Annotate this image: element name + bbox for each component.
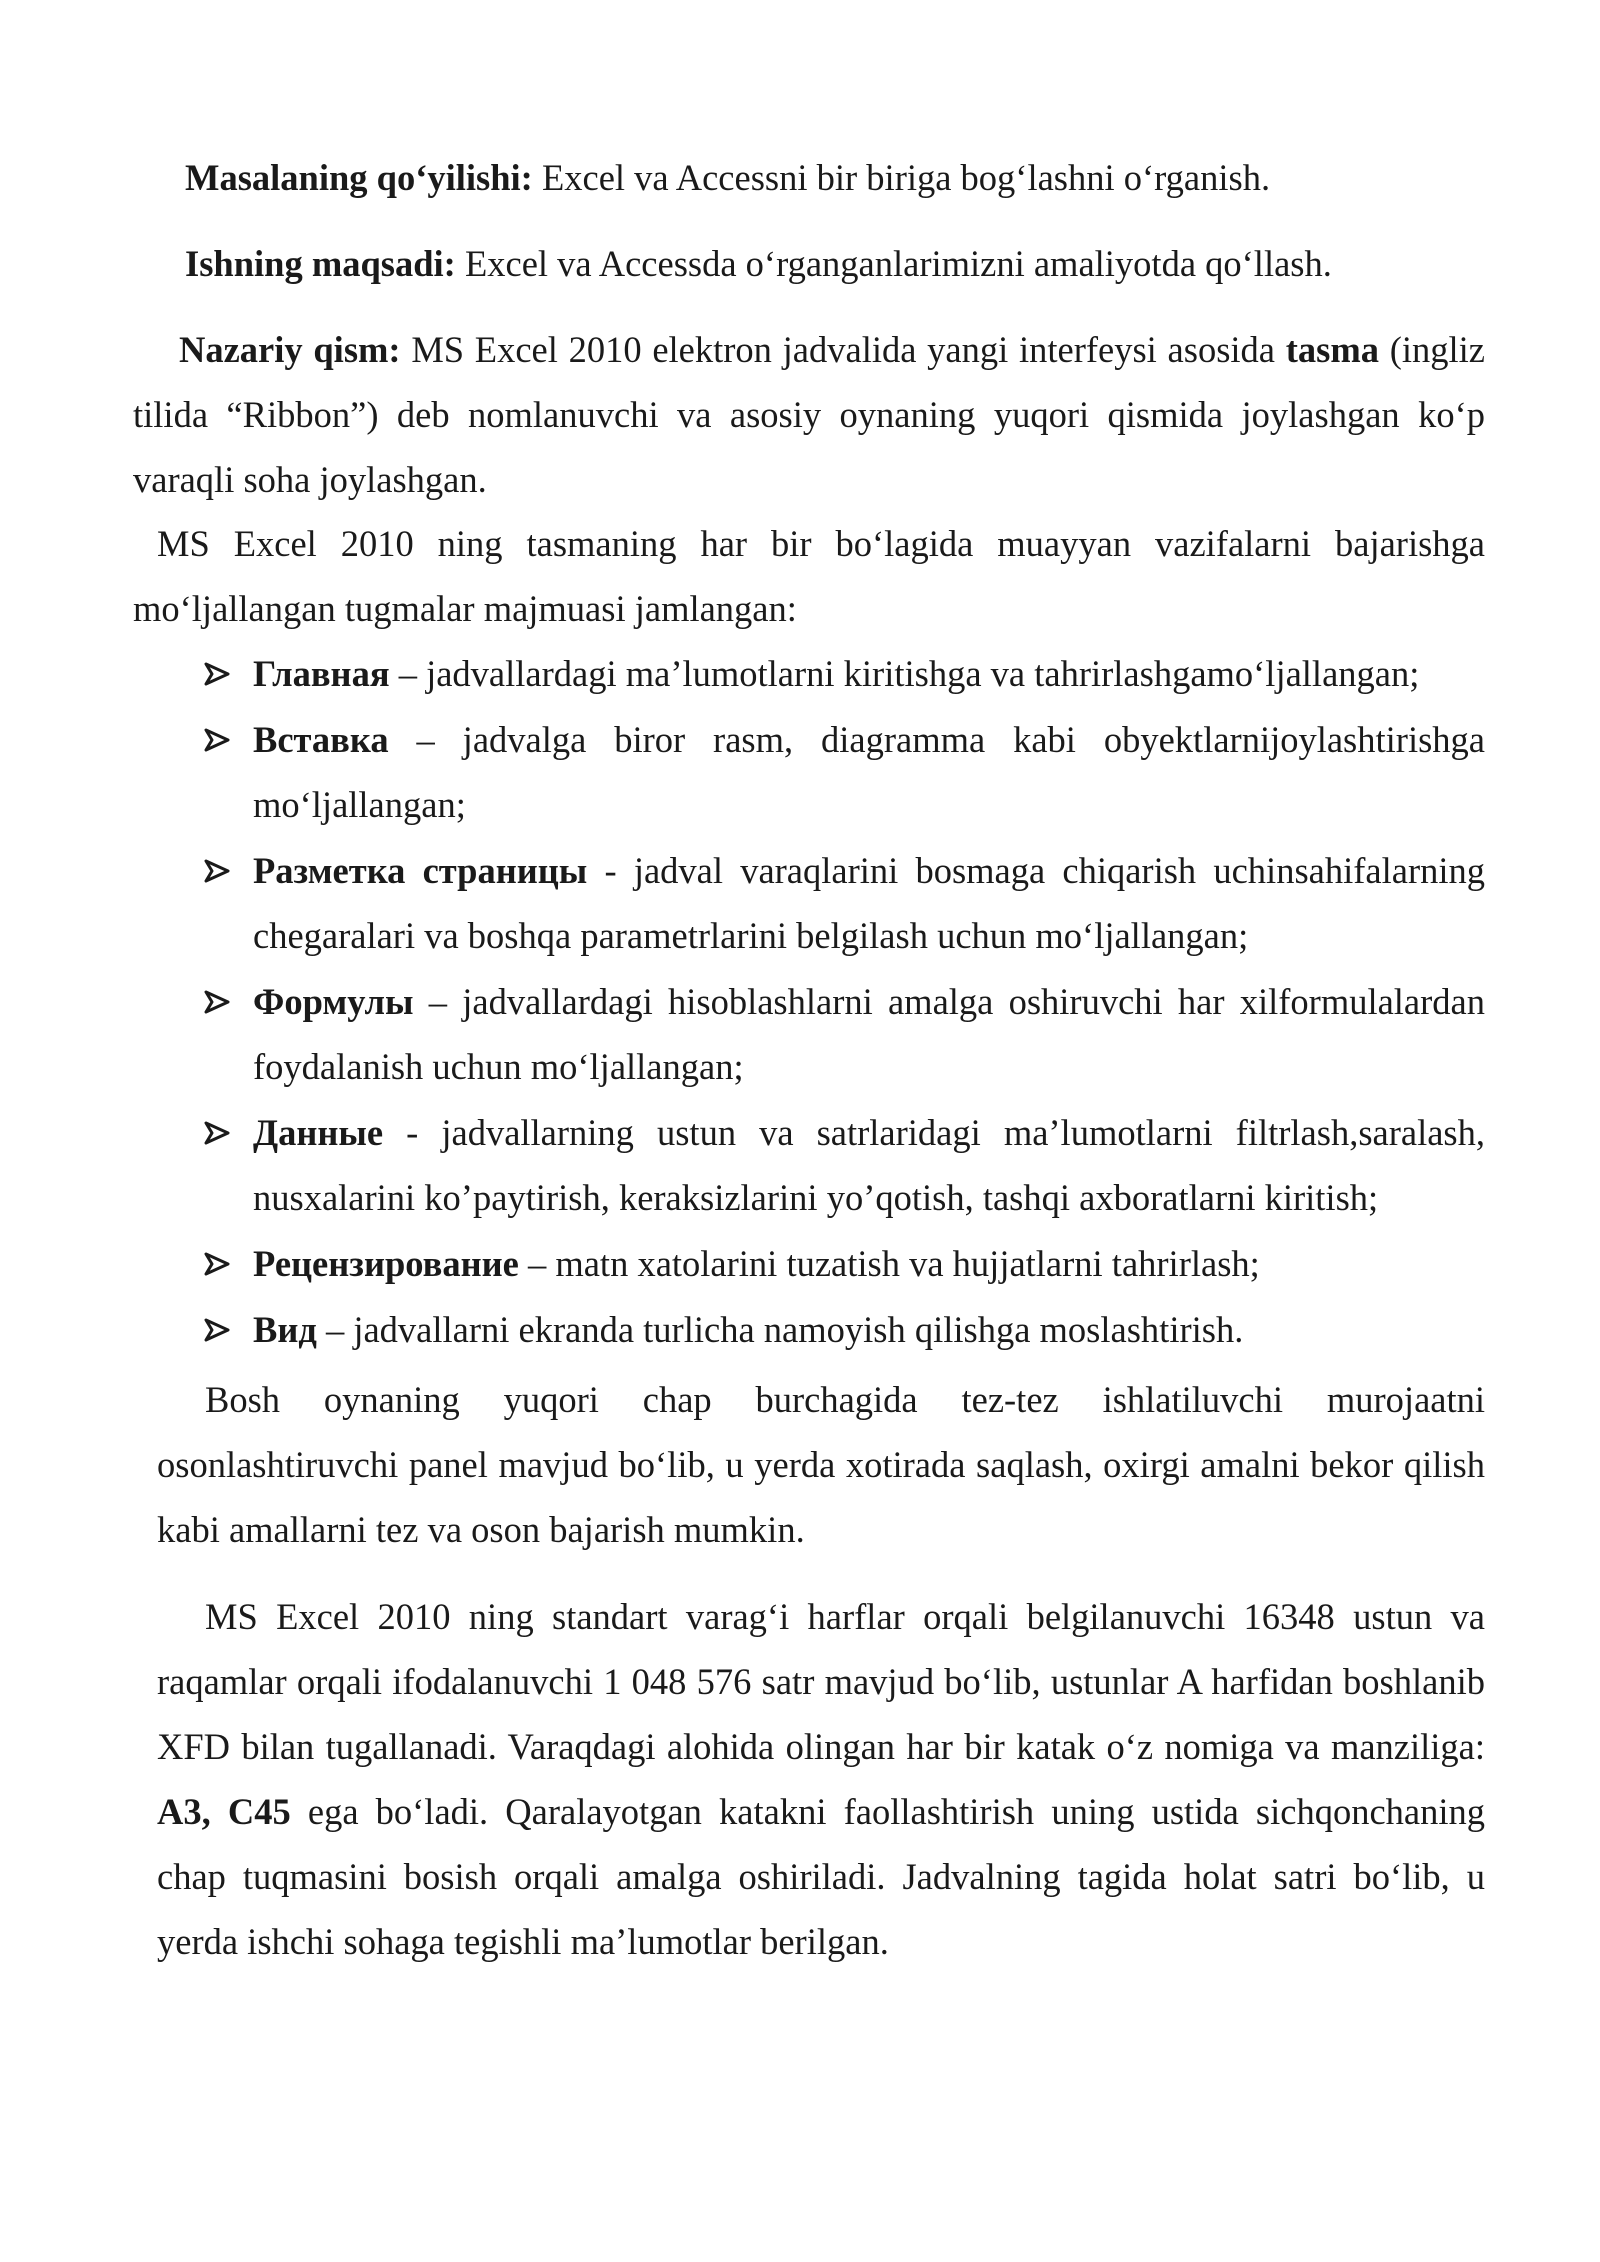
- ribbon-tab-description: – matn xatolarini tuzatish va hujjatlarni tahrirlash;: [518, 1243, 1260, 1284]
- quick-access-paragraph: Bosh oynaning yuqori chap burchagida tez-tez ishlatiluvchi murojaatni osonlashtiruvchi panel mavjud bo‘lib, u yerda xotirada saqlash, oxirgi amalni bekor qilish kabi amallarni tez va oson bajarish mumkin.: [157, 1379, 1485, 1550]
- work-goal-label: Ishning maqsadi:: [185, 243, 456, 284]
- ribbon-tab-name: Данные: [253, 1112, 384, 1153]
- ribbon-tab-description: - jadvallarning ustun va satrlaridagi ma’lumotlarni filtrlash,saralash, nusxalarini ko’paytirish, keraksizlarini yo’qotish, tashqi axboratlarni kiritish;: [253, 1112, 1485, 1218]
- task-statement-paragraph: [185, 145, 1485, 210]
- list-item: [200, 707, 1485, 837]
- list-item: [200, 969, 1485, 1099]
- work-goal-paragraph: [185, 231, 1485, 296]
- arrowhead-bullet-icon: [200, 1100, 234, 1165]
- task-statement-text: Excel va Accessni bir biriga bog‘lashni o‘rganish.: [532, 157, 1271, 198]
- list-item: [200, 641, 1485, 706]
- ribbon-tabs-list: [200, 641, 1485, 1362]
- ribbon-tab-description: – jadvalga biror rasm, diagramma kabi obyektlarnijoylashtirishga mo‘ljallangan;: [253, 719, 1485, 825]
- ribbon-tab-name: Главная: [253, 653, 390, 694]
- sheet-cell-examples: A3, C45: [157, 1791, 291, 1832]
- list-item: [200, 1297, 1485, 1362]
- ribbon-tab-name: Разметка страницы: [253, 850, 588, 891]
- theory-text-before: MS Excel 2010 elektron jadvalida yangi interfeysi asosida: [400, 329, 1286, 370]
- ribbon-tab-description: – jadvallardagi ma’lumotlarni kiritishga va tahrirlashgamo‘ljallangan;: [389, 653, 1420, 694]
- ribbon-tab-name: Вид: [253, 1309, 317, 1350]
- ribbon-tab-description: – jadvallarni ekranda turlicha namoyish qilishga moslashtirish.: [316, 1309, 1244, 1350]
- arrowhead-bullet-icon: [200, 838, 234, 903]
- sheet-text-before: MS Excel 2010 ning standart varag‘i harflar orqali belgilanuvchi 16348 ustun va raqamlar orqali ifodalanuvchi 1 048 576 satr mavjud bo‘lib, ustunlar A harfidan boshlanib XFD bilan tugallanadi. Varaqdagi alohida olingan har bir katak o‘z nomiga va manziliga:: [157, 1596, 1485, 1767]
- ribbon-tab-description: - jadval varaqlarini bosmaga chiqarish uchinsahifalarning chegaralari va boshqa parametrlarini belgilash uchun mo‘ljallangan;: [253, 850, 1485, 956]
- ribbon-tab-name: Вставка: [253, 719, 389, 760]
- ribbon-tab-name: Формулы: [253, 981, 414, 1022]
- sheet-description-paragraph: [157, 1584, 1485, 1974]
- list-item: [200, 1231, 1485, 1296]
- list-item: [200, 838, 1485, 968]
- sheet-text-after: ega bo‘ladi. Qaralayotgan katakni faollashtirish uning ustida sichqonchaning chap tuqmasini bosish orqali amalga oshiriladi. Jadvalning tagida holat satri bo‘lib, u yerda ishchi sohaga tegishli ma’lumotlar berilgan.: [157, 1791, 1485, 1962]
- theory-bold-word: tasma: [1285, 329, 1379, 370]
- ribbon-intro-paragraph: MS Excel 2010 ning tasmaning har bir bo‘lagida muayyan vazifalarni bajarishga mo‘ljallangan tugmalar majmuasi jamlangan:: [133, 523, 1485, 629]
- arrowhead-bullet-icon: [200, 1231, 234, 1296]
- ribbon-tab-description: – jadvallardagi hisoblashlarni amalga oshiruvchi har xilformulalardan foydalanish uchun mo‘ljallangan;: [253, 981, 1485, 1087]
- ribbon-tab-name: Рецензирование: [253, 1243, 519, 1284]
- arrowhead-bullet-icon: [200, 969, 234, 1034]
- theory-paragraph: [133, 317, 1485, 512]
- task-statement-label: Masalaning qo‘yilishi:: [185, 157, 533, 198]
- list-item: [200, 1100, 1485, 1230]
- work-goal-text: Excel va Accessda o‘rganganlarimizni amaliyotda qo‘llash.: [455, 243, 1332, 284]
- arrowhead-bullet-icon: [200, 707, 234, 772]
- arrowhead-bullet-icon: [200, 641, 234, 706]
- theory-text-after: (ingliz tilida “Ribbon”) deb nomlanuvchi va asosiy oynaning yuqori qismida joylashgan ko‘p varaqli soha joylashgan.: [133, 329, 1486, 500]
- theory-label: Nazariy qism:: [179, 329, 401, 370]
- arrowhead-bullet-icon: [200, 1297, 234, 1362]
